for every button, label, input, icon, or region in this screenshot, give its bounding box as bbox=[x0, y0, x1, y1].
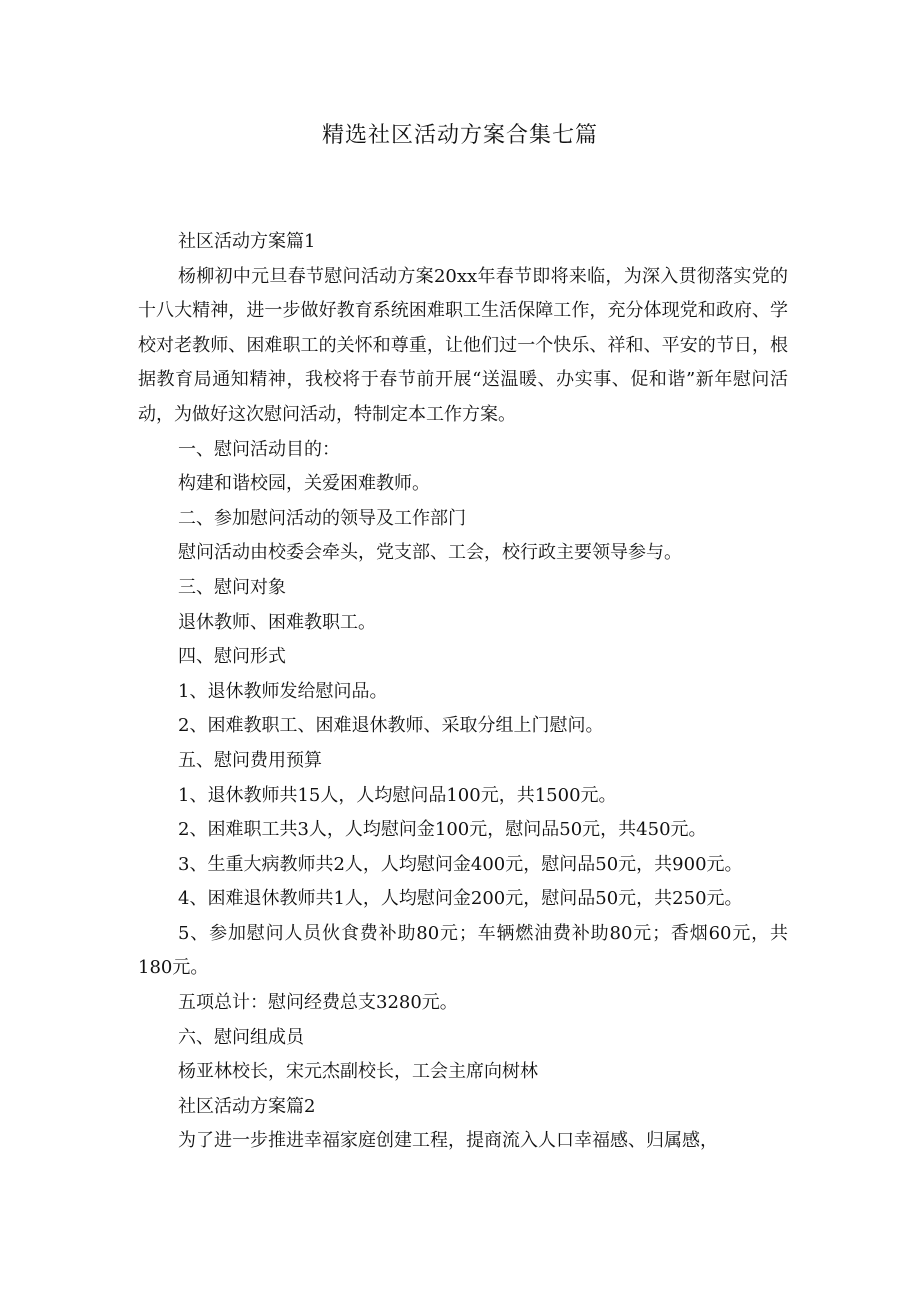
section-heading: 三、慰问对象 bbox=[178, 576, 286, 598]
body-line: 慰问活动由校委会牵头，党支部、工会，校行政主要领导参与。 bbox=[178, 542, 682, 564]
section-heading: 六、慰问组成员 bbox=[178, 1026, 304, 1048]
list-item: 1、退休教师发给慰问品。 bbox=[178, 680, 388, 702]
section-heading: 四、慰问形式 bbox=[178, 646, 286, 668]
list-item: 1、退休教师共15人，人均慰问品100元，共1500元。 bbox=[178, 784, 617, 806]
section-heading: 社区活动方案篇1 bbox=[178, 231, 316, 252]
body-line: 构建和谐校园，关爱困难教师。 bbox=[178, 473, 430, 495]
section-heading: 五、慰问费用预算 bbox=[178, 749, 322, 771]
section-heading: 二、参加慰问活动的领导及工作部门 bbox=[178, 507, 466, 529]
body-line: 退休教师、困难教职工。 bbox=[178, 611, 376, 633]
body-line: 为了进一步推进幸福家庭创建工程，提商流入人口幸福感、归属感， bbox=[178, 1130, 718, 1152]
body-line: 杨亚林校长，宋元杰副校长，工会主席向树林 bbox=[178, 1061, 538, 1083]
list-item: 3、生重大病教师共2人，人均慰问金400元，慰问品50元，共900元。 bbox=[178, 853, 743, 875]
list-item: 5、参加慰问人员伙食费补助80元；车辆燃油费补助80元；香烟60元，共180元。 bbox=[138, 922, 788, 979]
list-item: 4、困难退休教师共1人，人均慰问金200元，慰问品50元，共250元。 bbox=[178, 888, 743, 910]
body-paragraph: 杨柳初中元旦春节慰问活动方案20xx年春节即将来临，为深入贯彻落实党的十八大精神，进一步做好教育系统困难职工生活保障工作，充分体现党和政府、学校对老教师、困难职工的关怀和尊重，让他们过一个快乐、祥和、平安的节日，根据教育局通知精神，我校将于春节前开展“送温暖、办实事、促和谐”新年慰问活动，为做好这次慰问活动，特制定本工作方案。 bbox=[138, 265, 788, 425]
document-title: 精选社区活动方案合集七篇 bbox=[321, 123, 598, 148]
document-body bbox=[138, 225, 788, 1159]
section-heading: 社区活动方案篇2 bbox=[178, 1095, 316, 1117]
body-line: 五项总计：慰问经费总支3280元。 bbox=[178, 992, 458, 1014]
list-item: 2、困难职工共3人，人均慰问金100元，慰问品50元，共450元。 bbox=[178, 819, 707, 841]
section-heading: 一、慰问活动目的： bbox=[178, 438, 340, 460]
list-item: 2、困难教职工、困难退休教师、采取分组上门慰问。 bbox=[178, 715, 604, 737]
